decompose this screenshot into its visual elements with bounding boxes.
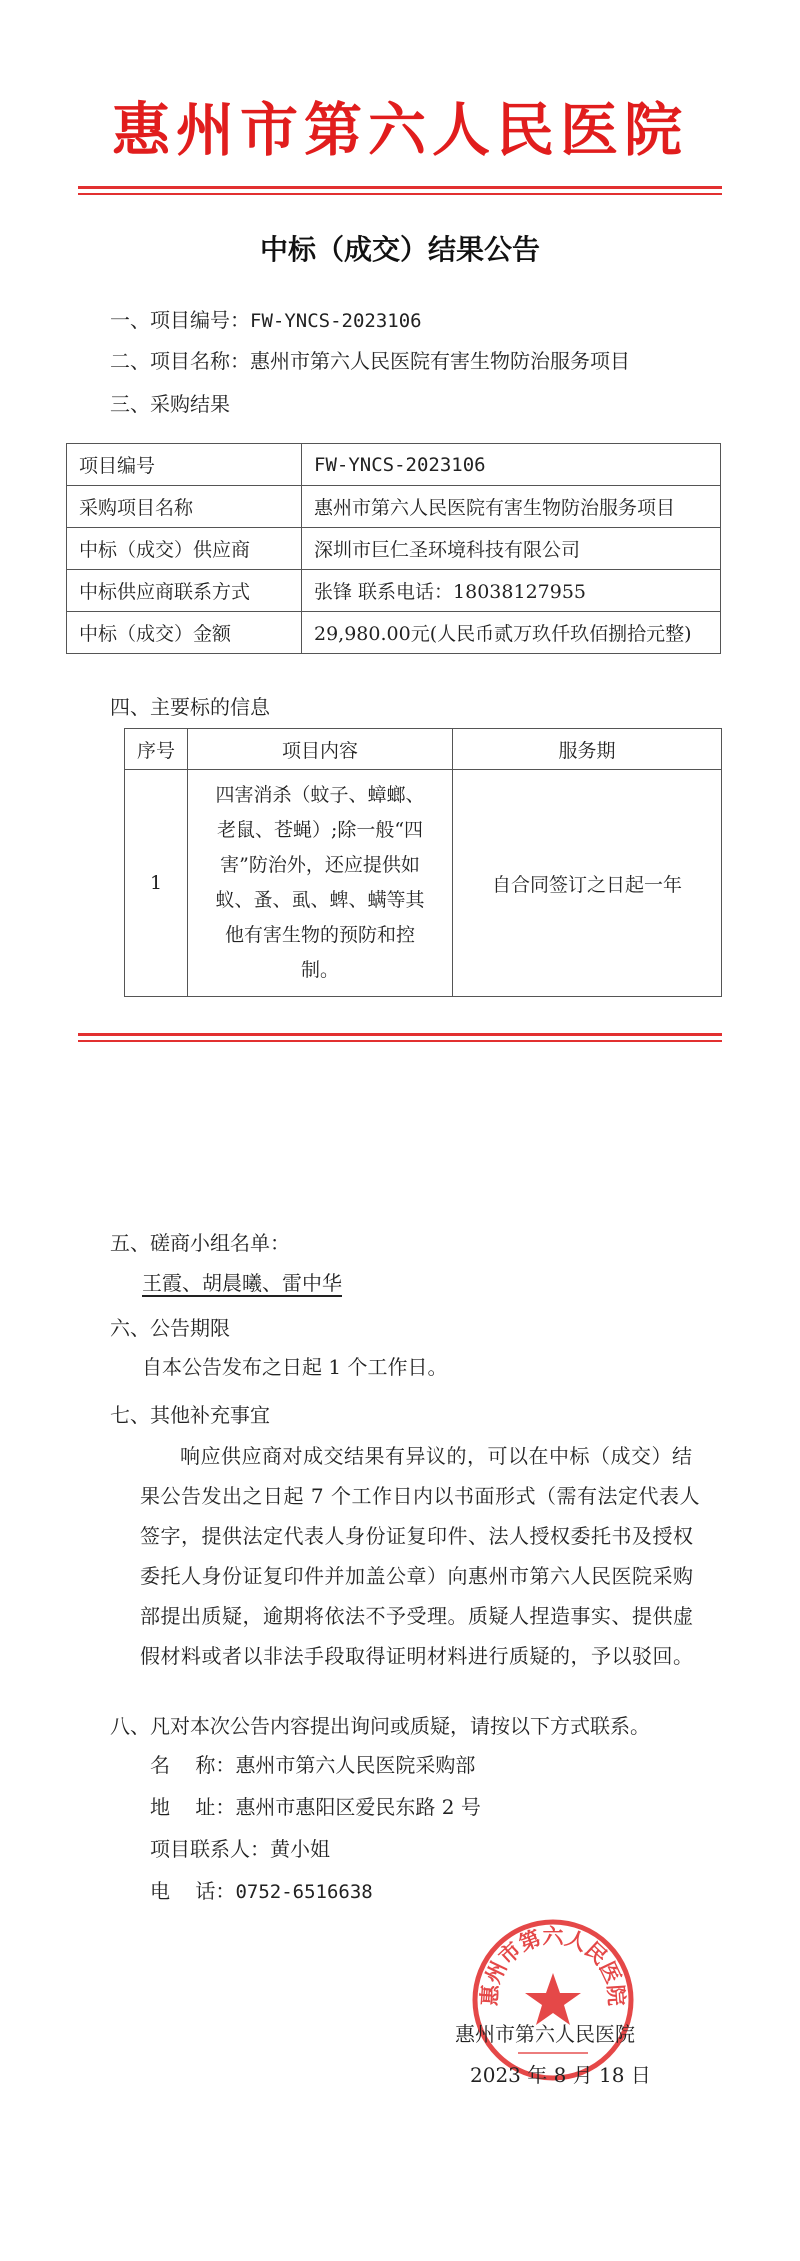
result-table [66,443,721,654]
item-table [124,728,722,997]
section-other-heading: 七、其他补充事宜 [110,1403,270,1427]
contact-person [150,1834,330,1864]
contact-value: 惠州市第六人民医院采购部 [235,1753,476,1777]
column-header-period: 服务期 [453,729,722,770]
contact-address [150,1792,481,1822]
contact-label: 电 话： [150,1879,236,1903]
signature-date: 2023 年 8 月 18 日 [470,2063,651,2087]
item-content-line: 他有害生物的预防和控 [224,924,415,946]
column-header-content: 项目内容 [188,729,453,770]
table-header-row [125,729,722,770]
item-content-line: 四害消杀（蚊子、蟑螂、 [215,784,425,806]
section-result-heading: 三、采购结果 [110,392,230,416]
result-key: 中标（成交）供应商 [67,528,302,570]
result-value: 深圳市巨仁圣环境科技有限公司 [302,528,721,570]
contact-value: 惠州市惠阳区爱民东路 2 号 [235,1795,481,1819]
table-row [67,444,721,486]
result-value: 张锋 联系电话：18038127955 [302,570,721,612]
item-content-line: 害”防治外，还应提供如 [220,854,420,876]
result-key: 中标供应商联系方式 [67,570,302,612]
period-text: 自本公告发布之日起 1 个工作日。 [142,1355,448,1379]
result-value: FW-YNCS-2023106 [302,444,721,486]
item-period: 自合同签订之日起一年 [453,770,722,997]
result-key: 中标（成交）金额 [67,612,302,654]
other-paragraph: 响应供应商对成交结果有异议的，可以在中标（成交）结果公告发出之日起 7 个工作日内以书面形式（需有法定代表人签字，提供法定代表人身份证复印件、法人授权委托书及授权委托人身份证复印件并加盖公章）向惠州市第六人民医院采购部提出质疑，逾期将依法不予受理。质疑人捏造事实、提供虚假材料或者以非法手段取得证明材料进行质疑的，予以驳回。 [140,1444,700,1668]
result-key: 项目编号 [67,444,302,486]
section-items-heading: 四、主要标的信息 [110,695,270,719]
section-project-name [110,346,630,376]
section-project-number-value: FW-YNCS-2023106 [250,310,422,332]
item-content-line: 老鼠、苍蝇）;除一般“四 [216,819,424,841]
table-row [67,486,721,528]
table-row [125,770,722,997]
section-panel-heading: 五、磋商小组名单： [110,1231,290,1255]
contact-value: 0752-6516638 [235,1881,373,1903]
divider-rule-bottom [78,1040,722,1042]
item-content-line: 蚁、蚤、虱、蜱、螨等其 [215,889,425,911]
section-contact-heading: 八、凡对本次公告内容提出询问或质疑，请按以下方式联系。 [110,1714,650,1738]
contact-label: 名 称： [150,1753,236,1777]
document-title: 中标（成交）结果公告 [259,233,540,266]
result-value: 惠州市第六人民医院有害生物防治服务项目 [302,486,721,528]
header-rule-top [78,186,722,189]
panel-members: 王霞、胡晨曦、雷中华 [142,1271,342,1295]
item-content [188,770,453,997]
header-rule-bottom [78,193,722,195]
section-project-name-value: 惠州市第六人民医院有害生物防治服务项目 [250,349,630,373]
section-project-number [110,305,422,336]
contact-label: 地 址： [150,1795,236,1819]
column-header-number: 序号 [125,729,188,770]
item-number: 1 [125,770,188,997]
table-row [67,612,721,654]
section-period-heading: 六、公告期限 [110,1316,230,1340]
svg-text:惠州市第六人民医院: 惠州市第六人民医院 [476,1923,630,2007]
result-value: 29,980.00元(人民币贰万玖仟玖佰捌拾元整) [302,612,721,654]
contact-phone [150,1876,373,1907]
result-key: 采购项目名称 [67,486,302,528]
contact-label: 项目联系人： [150,1837,270,1861]
section-project-name-label: 二、项目名称： [110,349,250,373]
contact-value: 黄小姐 [270,1837,330,1861]
signature-org: 惠州市第六人民医院 [455,2022,635,2046]
section-project-number-label: 一、项目编号： [110,308,250,332]
divider-rule-top [78,1033,722,1036]
table-row [67,570,721,612]
contact-name [150,1750,475,1780]
table-row [67,528,721,570]
item-content-line: 制。 [300,959,339,981]
hospital-header-title: 惠州市第六人民医院 [111,96,688,164]
